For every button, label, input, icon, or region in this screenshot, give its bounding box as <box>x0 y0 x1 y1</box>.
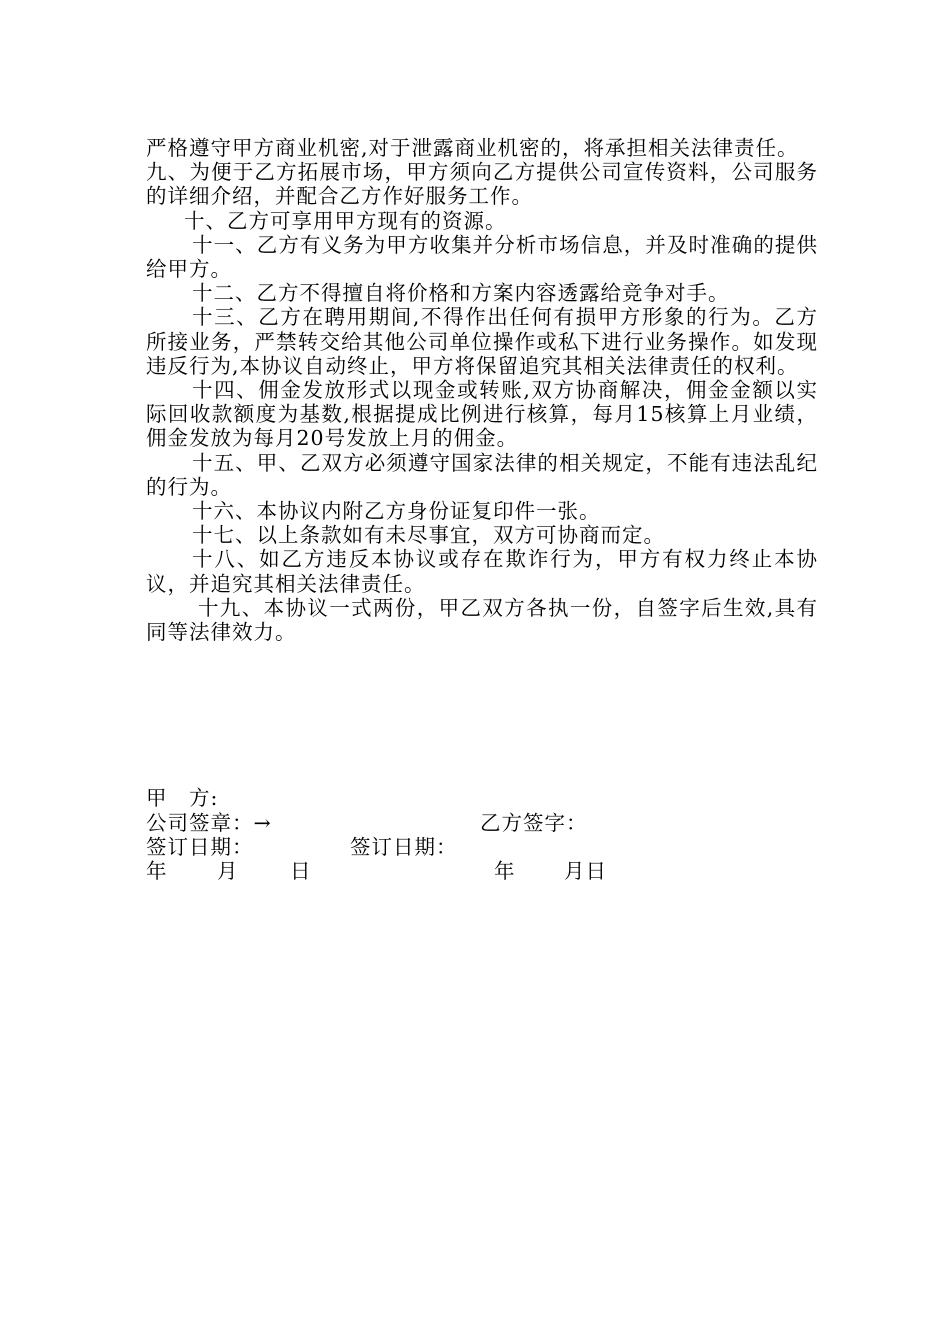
clause-16: 十六、本协议内附乙方身份证复印件一张。 <box>192 499 601 524</box>
clause-19: 十九、本协议一式两份，甲乙双方各执一份，自签字后生效,具有同等法律效力。 <box>146 595 818 645</box>
party-b-sign-label: 乙方签字： <box>480 811 588 835</box>
company-seal-label: 公司签章：→ <box>146 811 272 835</box>
party-a-label: 甲 方: <box>146 786 219 810</box>
clause-17: 十七、以上条款如有未尽事宜，双方可协商而定。 <box>192 523 665 548</box>
clause-11: 十一、乙方有义务为甲方收集并分析市场信息，并及时准确的提供给甲方。 <box>146 232 818 282</box>
year-a: 年 <box>146 859 168 883</box>
clause-9: 九、为便于乙方拓展市场，甲方须向乙方提供公司宣传资料，公司服务的详细介绍，并配合乙方作好服务工作。 <box>146 160 818 209</box>
sign-date-label-b: 签订日期： <box>350 835 458 859</box>
clause-8-continued: 严格遵守甲方商业机密,对于泄露商业机密的，将承担相关法律责任。 <box>146 136 799 160</box>
clause-14: 十四、佣金发放形式以现金或转账,双方协商解决，佣金金额以实际回收款额度为基数,根据提成比例进行核算，每月15核算上月业绩，佣金发放为每月20号发放上月的佣金。 <box>146 378 818 451</box>
clause-18: 十八、如乙方违反本协议或存在欺诈行为，甲方有权力终止本协议，并追究其相关法律责任。 <box>146 547 818 596</box>
clause-13: 十三、乙方在聘用期间,不得作出任何有损甲方形象的行为。乙方所接业务，严禁转交给其他公司单位操作或私下进行业务操作。如发现违反行为,本协议自动终止，甲方将保留追究其相关法律责任的权利。 <box>146 305 818 378</box>
month-a: 月 <box>217 859 239 883</box>
sign-date-label-a: 签订日期： <box>146 835 254 859</box>
agreement-body <box>146 136 818 644</box>
day-a: 日 <box>290 859 312 883</box>
month-day-b: 月日 <box>564 859 607 883</box>
party-a-line <box>146 786 218 810</box>
clause-10: 十、乙方可享用甲方现有的资源。 <box>184 208 507 233</box>
clause-15: 十五、甲、乙双方必须遵守国家法律的相关规定，不能有违法乱纪的行为。 <box>146 450 818 499</box>
clause-12: 十二、乙方不得擅自将价格和方案内容透露给竞争对手。 <box>192 281 730 306</box>
year-b: 年 <box>494 859 516 883</box>
